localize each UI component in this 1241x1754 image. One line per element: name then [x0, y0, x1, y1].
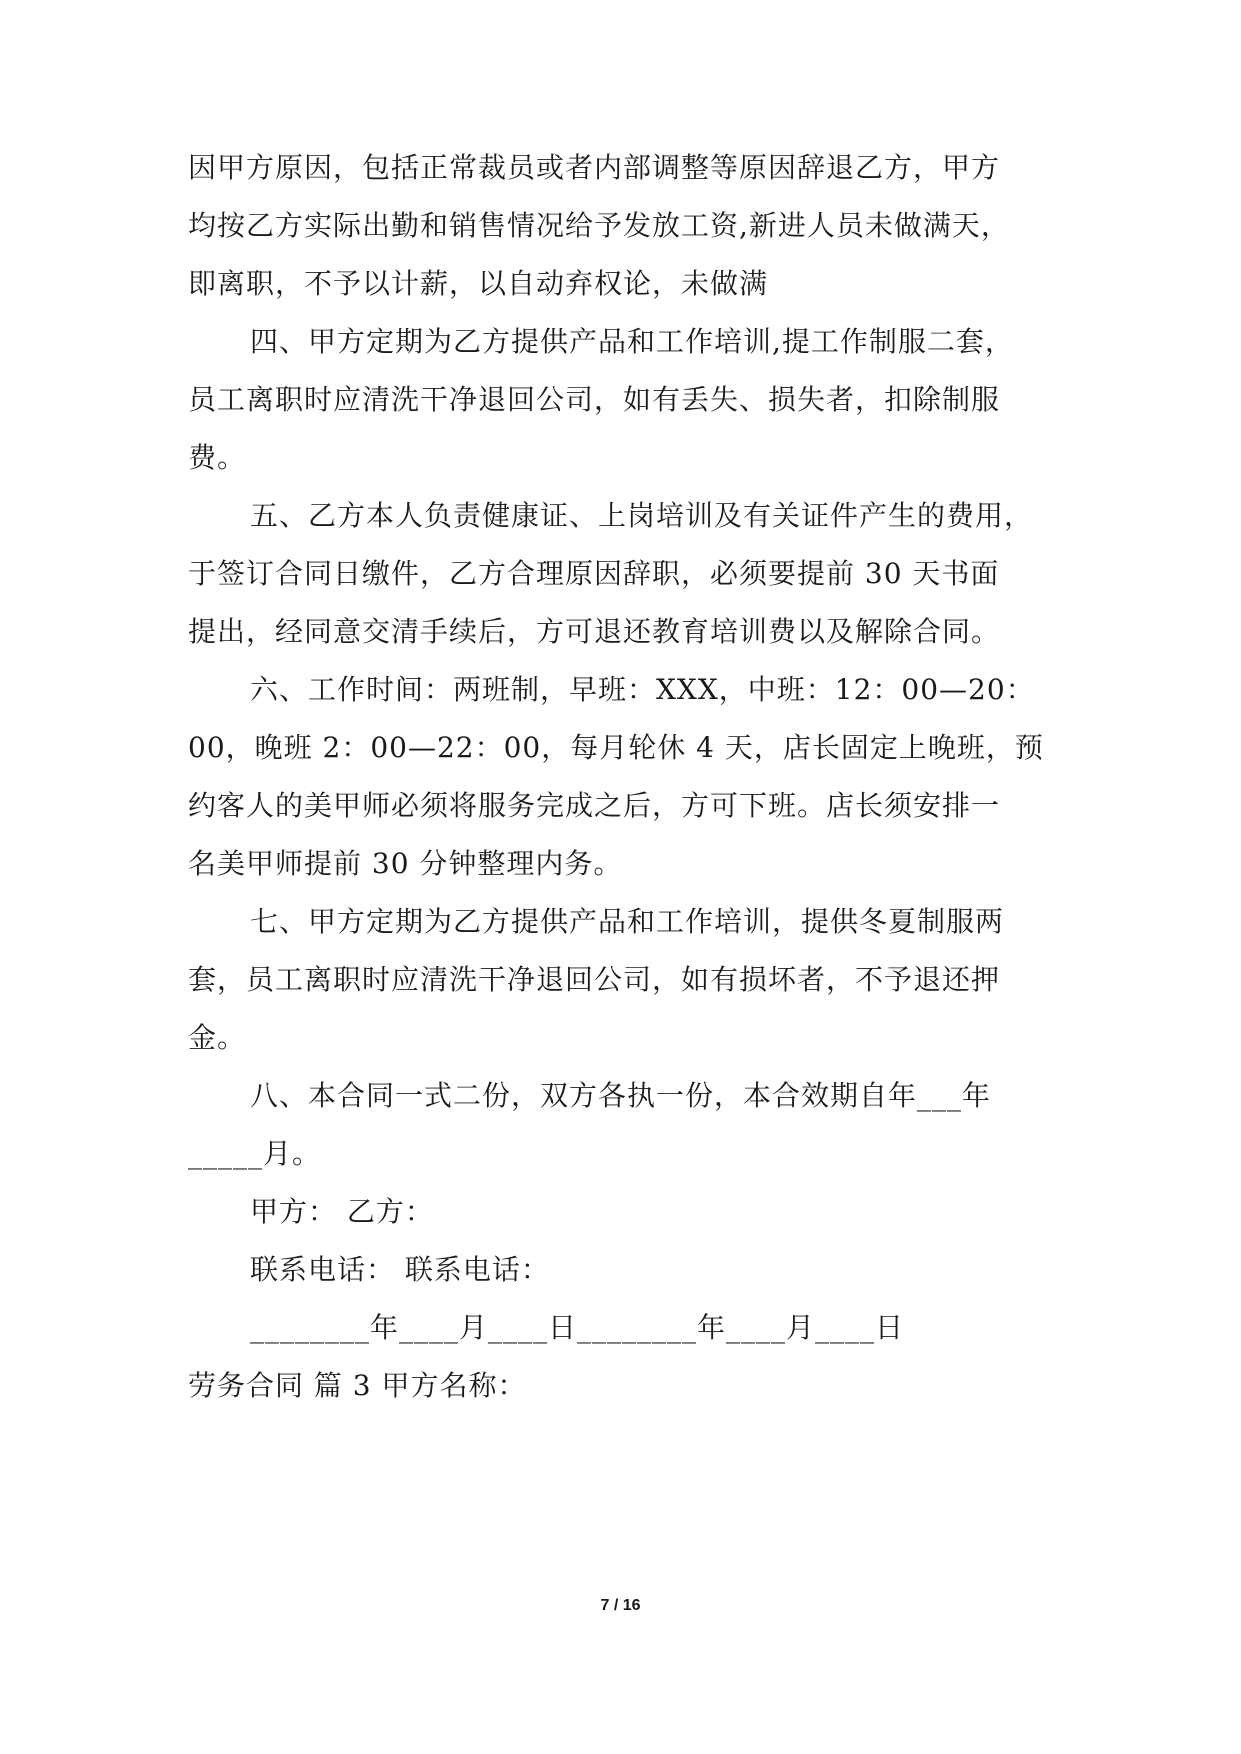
- body-line: 约客人的美甲师必须将服务完成之后，方可下班。店长须安排一: [188, 789, 1001, 822]
- body-line: 00，晚班 2：00—22：00，每月轮休 4 天，店长固定上晚班，预: [188, 731, 1044, 764]
- signature-dates: ________年____月____日________年____月____日: [250, 1311, 905, 1344]
- body-line: 四、甲方定期为乙方提供产品和工作培训,提工作制服二套，: [250, 325, 1014, 358]
- body-line: 套，员工离职时应清洗干净退回公司，如有损坏者，不予退还押: [188, 963, 1001, 996]
- body-line: 员工离职时应清洗干净退回公司，如有丢失、损失者，扣除制服: [188, 383, 1001, 416]
- body-line: 提出，经同意交清手续后，方可退还教育培训费以及解除合同。: [188, 615, 1001, 648]
- body-line: 于签订合同日缴件，乙方合理原因辞职，必须要提前 30 天书面: [188, 557, 1000, 590]
- body-line: 因甲方原因，包括正常裁员或者内部调整等原因辞退乙方，甲方: [188, 151, 1001, 184]
- signature-phones: 联系电话： 联系电话：: [250, 1253, 550, 1286]
- section-heading: 劳务合同 篇 3 甲方名称：: [188, 1369, 527, 1402]
- body-line: 费。: [188, 441, 247, 474]
- page-number: 7 / 16: [600, 1597, 641, 1614]
- body-line: 七、甲方定期为乙方提供产品和工作培训，提供冬夏制服两: [250, 905, 1005, 938]
- body-line: 金。: [188, 1021, 247, 1054]
- body-line: 均按乙方实际出勤和销售情况给予发放工资,新进人员未做满天，: [188, 209, 1010, 242]
- body-line: 名美甲师提前 30 分钟整理内务。: [188, 847, 623, 880]
- body-line: 即离职，不予以计薪，以自动弃权论，未做满: [188, 267, 769, 300]
- body-line: 八、本合同一式二份，双方各执一份，本合效期自年___年: [250, 1079, 992, 1112]
- body-line: 五、乙方本人负责健康证、上岗培训及有关证件产生的费用，: [250, 499, 1034, 532]
- body-line: _____月。: [188, 1137, 322, 1170]
- signature-parties: 甲方： 乙方：: [250, 1195, 434, 1228]
- body-line: 六、工作时间：两班制，早班：XXX，中班：12：00—20：: [250, 673, 1035, 706]
